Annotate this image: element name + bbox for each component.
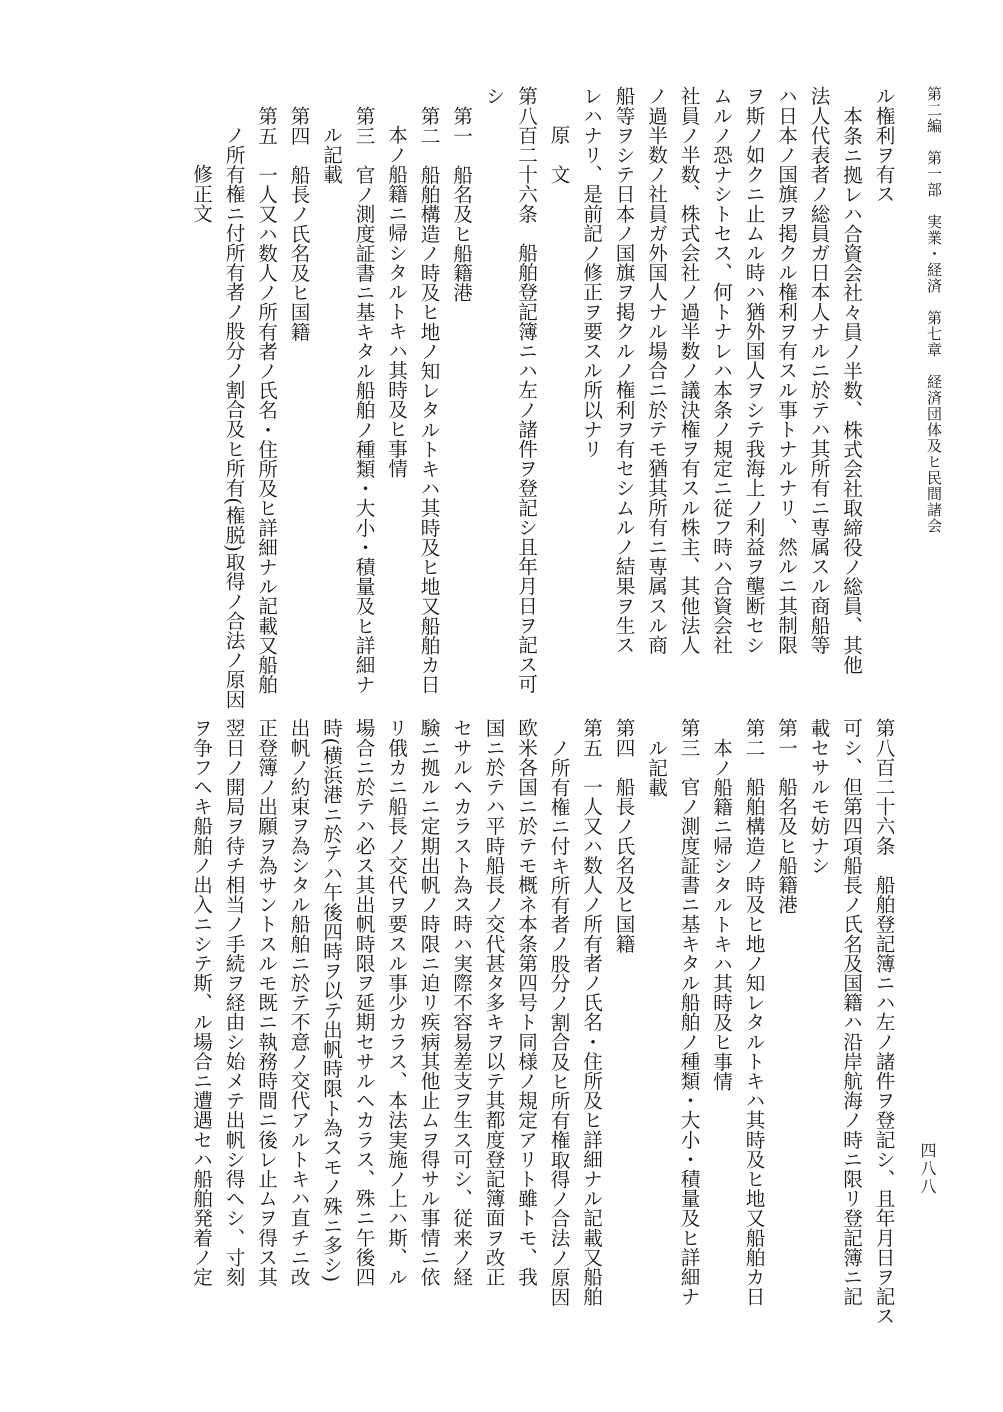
text-column: 可シ、但第四項船長ノ氏名及国籍ハ沿岸航海ノ時ニ限リ登記簿ニ記: [839, 718, 863, 1306]
text-column: 国ニ於テハ平時船長ノ交代甚タ多キヲ以テ其都度登記簿面ヲ改正: [482, 718, 505, 1287]
text-column: 法人代表者ノ総員ガ日本人ナルニ於テハ其所有ニ専属スル商船等: [807, 86, 830, 655]
text-column: 第三 官ノ測度証書ニ基キタル船舶ノ種類・大小・積量及ヒ詳細ナ: [677, 718, 700, 1306]
text-column: 時(横浜港ニ於テハ午後四時ヲ以テ出帆時限ト為スモノ殊ニ多シ): [319, 718, 343, 1283]
text-column: 場合ニ於テハ必ス其出帆時限ヲ延期セサルヘカラス、殊ニ午後四: [352, 718, 375, 1287]
text-column: 第一 船名及ヒ船籍港: [774, 718, 798, 914]
text-column: 本ノ船籍ニ帰シタルトキハ其時及ヒ事情: [709, 737, 733, 1091]
text-column: レハナリ、是前記ノ修正ヲ要スル所以ナリ: [579, 86, 603, 459]
text-column: 翌日ノ開局ヲ待チ相当ノ手続ヲ経由シ始メテ出帆シ得ヘシ、寸刻: [222, 718, 245, 1287]
text-column: リ俄カニ船長ノ交代ヲ要スル事少カラス、本法実施ノ上ハ斯、ル: [384, 718, 408, 1287]
text-column: 正登簿ノ出願ヲ為サントスルモ既ニ執務時間ニ後レ止ムヲ得ス其: [254, 718, 278, 1287]
running-header: 第二編 第一部 実業・経済 第七章 経済団体及ヒ民間諸会: [925, 86, 943, 534]
text-column: 第八百二十六条 船舶登記簿ニハ左ノ諸件ヲ登記シ、且年月日ヲ記ス: [872, 718, 895, 1326]
text-column: シ: [482, 86, 505, 106]
text-column: セサルヘカラスト為ス時ハ実際不容易差支ヲ生ス可シ、従来ノ経: [449, 718, 473, 1287]
text-column: 欧米各国ニ於テモ概ネ本条第四号ト同様ノ規定アリト雖トモ、我: [514, 718, 538, 1287]
page-number: 四八八: [918, 1142, 937, 1196]
text-column: ノ所有権ニ付所有者ノ股分ノ割合及ヒ所有(権脱)取得ノ合法ノ原因: [222, 125, 245, 709]
text-column: ノ所有権ニ付キ所有者ノ股分ノ割合及ヒ所有権取得ノ合法ノ原因: [547, 737, 570, 1306]
text-column: 本ノ船籍ニ帰シタルトキハ其時及ヒ事情: [384, 125, 408, 478]
text-column: 出帆ノ約束ヲ為シタル船舶ニ於テ不意ノ交代アルトキハ直チニ改: [287, 718, 310, 1287]
text-column: 第四 船長ノ氏名及ヒ国籍: [612, 718, 635, 954]
text-column: ル記載: [319, 125, 343, 184]
text-column: 第五 一人又ハ数人ノ所有者ノ氏名・住所及ヒ詳細ナル記載又船舶: [254, 105, 278, 694]
text-column: ヲ斯ノ如クニ止ムル時ハ猶外国人ヲシテ我海上ノ利益ヲ壟断セシ: [742, 86, 765, 655]
text-column: ハ日本ノ国旗ヲ掲クル権利ヲ有スル事トナルナリ、然ルニ其制限: [774, 86, 798, 655]
text-column: ヲ争フヘキ船舶ノ出入ニシテ斯、ル場合ニ遭遇セハ船舶発着ノ定: [189, 718, 213, 1287]
text-column: ル権利ヲ有ス: [872, 86, 895, 204]
text-column: ムルノ恐ナシトセス、何トナレハ本条ノ規定ニ従フ時ハ合資会社: [709, 86, 733, 655]
text-column: 第一 船名及ヒ船籍港: [449, 105, 473, 302]
text-column: 験ニ拠ルニ定期出帆ノ時限ニ迫リ疾病其他止ムヲ得サル事情ニ依: [417, 718, 440, 1287]
text-column: 第二 船舶構造ノ時及ヒ地ノ知レタルトキハ其時及ヒ地又船舶カ日: [742, 718, 765, 1306]
text-column: 第八百二十六条 船舶登記簿ニハ左ノ諸件ヲ登記シ且年月日ヲ記ス可: [514, 86, 538, 694]
text-column: 第二 船舶構造ノ時及ヒ地ノ知レタルトキハ其時及ヒ地又船舶カ日: [417, 105, 440, 694]
text-column: 原 文: [547, 125, 570, 184]
text-column: ノ過半数ノ社員ガ外国人ナル場合ニ於テモ猶其所有ニ専属スル商: [644, 86, 668, 655]
text-column: 社員ノ半数、株式会社ノ過半数ノ議決権ヲ有スル株主、其他法人: [677, 86, 700, 655]
text-column: 第四 船長ノ氏名及ヒ国籍: [287, 105, 310, 341]
text-column: 修正文: [189, 164, 213, 224]
text-column: 第五 一人又ハ数人ノ所有者ノ氏名・住所及ヒ詳細ナル記載又船舶: [579, 718, 603, 1306]
text-column: 船等ヲシテ日本ノ国旗ヲ掲クルノ権利ヲ有セシムルノ結果ヲ生ス: [612, 86, 635, 655]
lower-text-block: [83, 718, 893, 1348]
text-column: 本条ニ拠レハ合資会社々員ノ半数、株式会社取締役ノ総員、其他: [839, 105, 863, 674]
text-column: ル記載: [644, 737, 668, 797]
upper-text-block: [83, 86, 895, 709]
text-column: 載セサルモ妨ナシ: [807, 718, 830, 875]
text-column: 第三 官ノ測度証書ニ基キタル船舶ノ種類・大小・積量及ヒ詳細ナ: [352, 105, 375, 694]
